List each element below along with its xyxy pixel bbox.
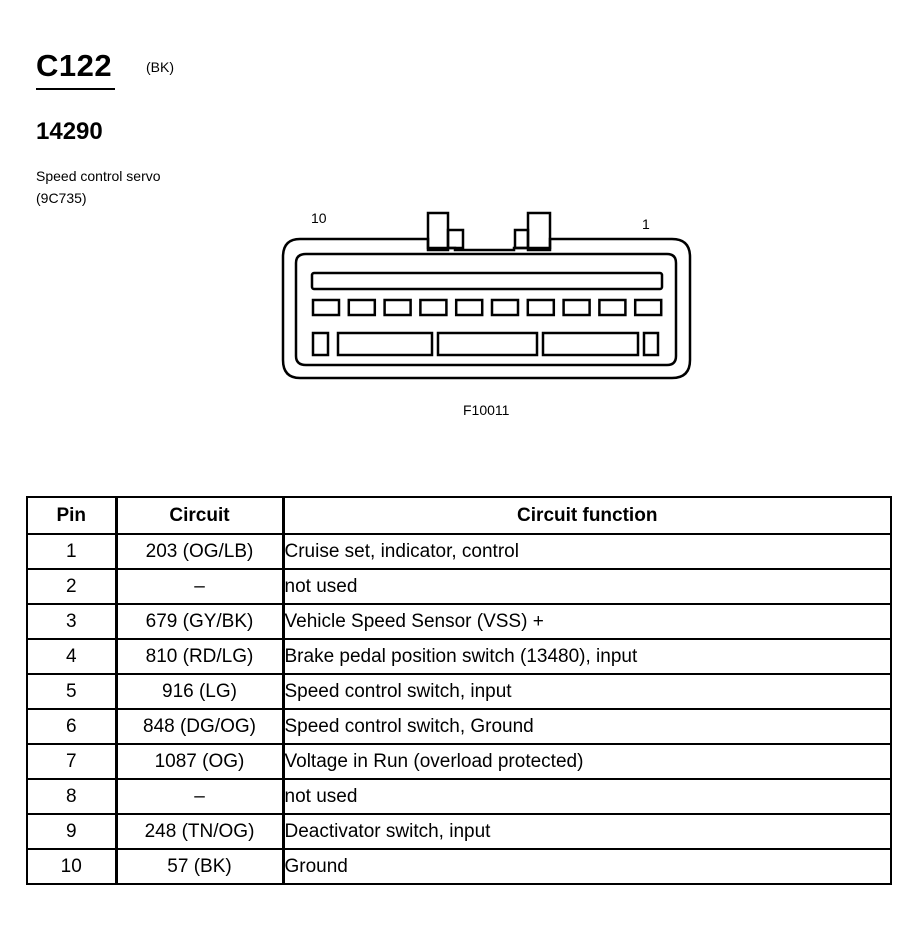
- pin-cell: 5: [27, 674, 116, 709]
- table-row: [27, 534, 891, 569]
- connector-color: (BK): [146, 59, 174, 75]
- table-row: [27, 639, 891, 674]
- latch-tab-right: [528, 213, 550, 250]
- bottom-key-right: [644, 333, 658, 355]
- pin-cavity: [635, 300, 661, 315]
- latch-tab-left-small: [448, 230, 463, 248]
- pin-cell: 1: [27, 534, 116, 569]
- connector-housing-inner: [296, 254, 676, 365]
- part-number: 14290: [36, 118, 103, 145]
- circuit-cell: 57 (BK): [116, 849, 283, 884]
- pin-cavity: [456, 300, 482, 315]
- table-row: [27, 604, 891, 639]
- bottom-key-3: [543, 333, 638, 355]
- table-row: [27, 744, 891, 779]
- function-cell: Deactivator switch, input: [283, 814, 891, 849]
- connector-housing-outline: [283, 239, 690, 378]
- table-row: [27, 709, 891, 744]
- table-row: [27, 779, 891, 814]
- pin-cavity: [492, 300, 518, 315]
- component-part-number: (9C735): [36, 190, 87, 206]
- latch-tab-right-small: [515, 230, 528, 248]
- pin-cell: 3: [27, 604, 116, 639]
- circuit-cell: 203 (OG/LB): [116, 534, 283, 569]
- top-slot: [312, 273, 662, 289]
- pin-cavity: [420, 300, 446, 315]
- pin-cell: 6: [27, 709, 116, 744]
- connector-id-underline: [36, 88, 115, 90]
- function-cell: not used: [283, 779, 891, 814]
- header-circuit: Circuit: [116, 497, 283, 534]
- bottom-key-2: [438, 333, 537, 355]
- function-cell: Brake pedal position switch (13480), input: [283, 639, 891, 674]
- pin-cavity: [599, 300, 625, 315]
- pin-cell: 7: [27, 744, 116, 779]
- connector-id: C122: [36, 48, 113, 83]
- function-cell: Ground: [283, 849, 891, 884]
- latch-tab-left: [428, 213, 448, 250]
- function-cell: Vehicle Speed Sensor (VSS) +: [283, 604, 891, 639]
- pin-cell: 9: [27, 814, 116, 849]
- header-pin: Pin: [27, 497, 116, 534]
- function-cell: Speed control switch, Ground: [283, 709, 891, 744]
- pin-label-1: 1: [642, 216, 650, 232]
- pin-cell: 10: [27, 849, 116, 884]
- component-name: Speed control servo: [36, 168, 161, 184]
- table-row: [27, 569, 891, 604]
- header-circuit-function: Circuit function: [283, 497, 891, 534]
- bottom-key-1: [338, 333, 432, 355]
- circuit-cell: 848 (DG/OG): [116, 709, 283, 744]
- table-row: [27, 674, 891, 709]
- function-cell: Voltage in Run (overload protected): [283, 744, 891, 779]
- figure-id: F10011: [463, 402, 510, 418]
- pin-cavity: [385, 300, 411, 315]
- table-row: [27, 814, 891, 849]
- function-cell: Speed control switch, input: [283, 674, 891, 709]
- circuit-cell: –: [116, 779, 283, 814]
- circuit-cell: 810 (RD/LG): [116, 639, 283, 674]
- pin-label-10: 10: [311, 210, 327, 226]
- bottom-key-left: [313, 333, 328, 355]
- pin-cell: 2: [27, 569, 116, 604]
- function-cell: not used: [283, 569, 891, 604]
- pin-cavity: [564, 300, 590, 315]
- pin-cavity: [313, 300, 339, 315]
- pinout-table: [26, 496, 892, 885]
- pin-cavity: [528, 300, 554, 315]
- table-row: [27, 849, 891, 884]
- table-header-row: [27, 497, 891, 534]
- circuit-cell: 248 (TN/OG): [116, 814, 283, 849]
- circuit-cell: –: [116, 569, 283, 604]
- pin-cell: 4: [27, 639, 116, 674]
- connector-face-diagram: [270, 205, 700, 390]
- pin-cavity: [349, 300, 375, 315]
- circuit-cell: 679 (GY/BK): [116, 604, 283, 639]
- function-cell: Cruise set, indicator, control: [283, 534, 891, 569]
- circuit-cell: 916 (LG): [116, 674, 283, 709]
- pin-cell: 8: [27, 779, 116, 814]
- circuit-cell: 1087 (OG): [116, 744, 283, 779]
